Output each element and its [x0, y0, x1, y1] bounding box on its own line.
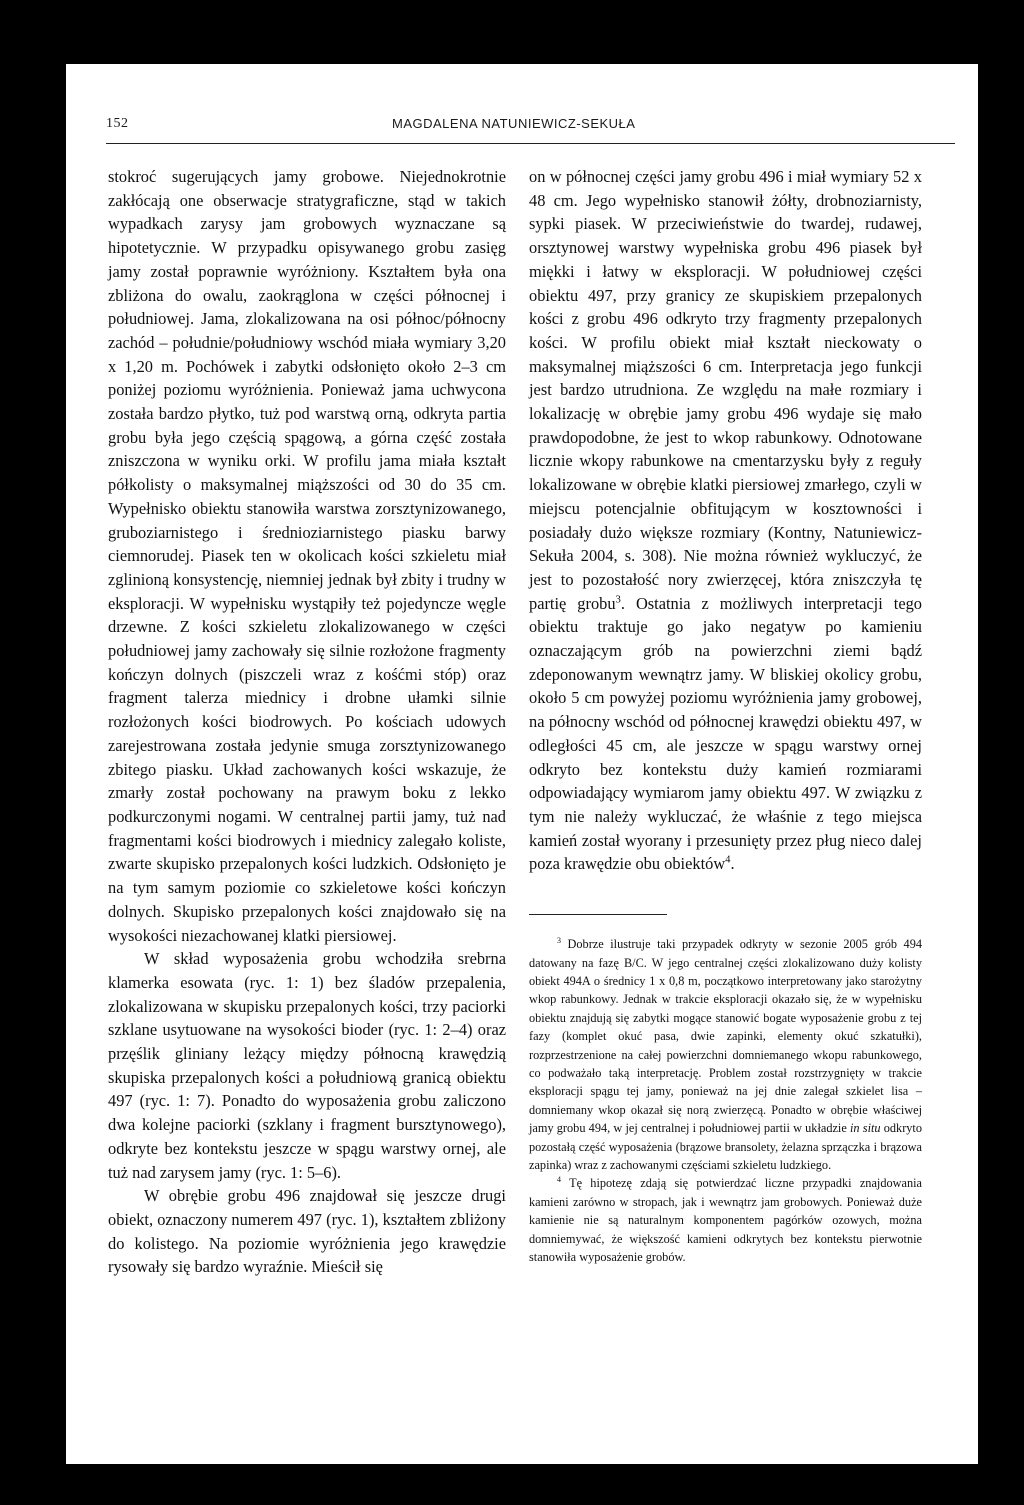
- paragraph-text: . Ostatnia z możliwych interpretacji tego obiektu traktuje go jako negatyw po kamieniu oznaczającym grób na powierzchni ziemi bądź zdeponowanym wewnątrz jamy. W bliskiej okolicy grobu, około 5 cm powyżej poziomu wyróżnienia jamy grobowej, na północny wschód od północnej krawędzi obiektu 497, w odległości 45 cm, ale jeszcze w spągu warstwy ornej odkryto bez kontekstu duży kamień rozmiarami odpowiadający wymiarom jamy obiektu 497. W związku z tym nie należy wykluczać, że właśnie z tego miejsca kamień został wyorany i przesunięty przez pług nieco dalej poza krawędzie obu obiektów: [529, 593, 922, 874]
- book-page: [66, 64, 978, 1464]
- paragraph: [529, 165, 922, 876]
- paragraph: W skład wyposażenia grobu wchodziła srebrna klamerka esowata (ryc. 1: 1) bez śladów przepalenia, zlokalizowana w skupisku przepalonych kości, trzy paciorki szklane usytuowane na wysokości bioder (ryc. 1: 2–4) oraz przęślik gliniany leżący między północną krawędzią skupiska przepalonych kości a południową granicą obiektu 497 (ryc. 1: 7). Ponadto do wyposażenia grobu zaliczono dwa kolejne paciorki (szklany i fragment bursztynowego), odkryte bez kontekstu jeszcze w spągu warstwy ornej, ale tuż nad zarysem jamy (ryc. 1: 5–6).: [108, 949, 506, 1182]
- footnote-3: [529, 935, 922, 1174]
- footnote-rule: [529, 914, 667, 915]
- footnote-4: [529, 1174, 922, 1266]
- paragraph: W obrębie grobu 496 znajdował się jeszcze drugi obiekt, oznaczony numerem 497 (ryc. 1), kształtem zbliżony do kolistego. Na poziomie wyróżnienia jego krawędzie rysowały się bardzo wyraźnie. Mieścił się: [108, 1186, 506, 1277]
- running-header: [106, 116, 954, 138]
- footnote-mark: 3: [557, 936, 561, 945]
- footnote-ref-3[interactable]: 3: [615, 594, 621, 606]
- paragraph-text: on w północnej części jamy grobu 496 i miał wymiary 52 x 48 cm. Jego wypełnisko stanowił żółty, drobnoziarnisty, sypki piasek. W przeciwieństwie do twardej, rudawej, orsztynowej warstwy wypełniska grobu 496 piasek był miękki i łatwy w eksploracji. W południowej części obiektu 497, przy granicy ze skupiskiem przepalonych kości z grobu 496 odkryto trzy fragmenty przepalonych kości. W profilu obiekt miał kształt nieckowaty o maksymalnej miąższości 6 cm. Interpretacja jego funkcji jest bardzo utrudniona. Ze względu na małe rozmiary i lokalizację w obrębie jamy grobu 496 wydaje się mało prawdopodobne, że jest to wkop rabunkowy. Odnotowane licznie wkopy rabunkowe na cmentarzysku były z reguły lokalizowane w obrębie klatki piersiowej zmarłego, czyli w miejscu potencjalnie obfitującym w kosztowności i posiadały dużo większe rozmiary (Kontny, Natuniewicz-Sekuła 2004, s. 308). Nie można również wykluczyć, że jest to pozostałość nory zwierzęcej, która zniszczyła tę partię grobu: [529, 167, 922, 613]
- footnote-text: Tę hipotezę zdają się potwierdzać liczne przypadki znajdowania kamieni zarówno w stropach, jak i wewnątrz jam grobowych. Ponieważ duże kamienie nie są naturalnym komponentem pagórków ozowych, można domniemywać, że większość kamieni odkrytych bez kontekstu pierwotnie stanowiła wyposażenie grobów.: [529, 1176, 922, 1264]
- footnote-italic: in situ: [850, 1121, 881, 1136]
- header-rule: [106, 143, 955, 144]
- running-title: MAGDALENA NATUNIEWICZ-SEKUŁA: [392, 116, 636, 131]
- footnote-ref-4[interactable]: 4: [725, 854, 731, 866]
- page-number: 152: [106, 116, 129, 131]
- footnote-mark: 4: [557, 1175, 561, 1185]
- paragraph-text: .: [730, 854, 735, 874]
- left-column: [108, 165, 506, 1279]
- footnotes: [529, 935, 922, 1266]
- right-column: [529, 165, 922, 1266]
- paragraph: stokroć sugerujących jamy grobowe. Niejednokrotnie zakłócają one obserwacje stratygraficzne, stąd w takich wypadkach zarysy jam grobowych wyznaczane są hipotetycznie. W przypadku opisywanego grobu zasięg jamy został poprawnie wyróżniony. Kształtem była ona zbliżona do owalu, zaokrąglona w części północnej i południowej. Jama, zlokalizowana na osi północ/północny zachód – południe/południowy wschód miała wymiary 3,20 x 1,20 m. Pochówek i zabytki odsłonięto około 2–3 cm poniżej poziomu wyróżnienia. Ponieważ jama uchwycona została bardzo płytko, tuż pod warstwą orną, odkryta partia grobu była jego częścią spągową, a górna część została zniszczona w wyniku orki. W profilu jama miała kształt półkolisty o maksymalnej miąższości od 30 do 35 cm. Wypełnisko obiektu stanowiła warstwa zorsztynizowanego, gruboziarnistego i średnioziarnistego piasku barwy ciemnorudej. Piasek ten w okolicach kości szkieletu miał zglinioną konsystencję, niemniej jednak był zbity i trudny w eksploracji. W wypełnisku wystąpiły też pojedyncze węgle drzewne. Z kości szkieletu zlokalizowanego w części południowej jamy zachowały się silnie rozłożone fragmenty kończyn dolnych (piszczeli wraz z kośćmi stóp) oraz fragment talerza miednicy i drobne ułamki silnie rozłożonych kości biodrowych. Po kościach udowych zarejestrowana została jedynie smuga zorsztynizowanego zbitego piasku. Układ zachowanych kości wskazuje, że zmarły został pochowany na prawym boku z lekko podkurczonymi nogami. W centralnej partii jamy, tuż nad fragmentami kości biodrowych i miednicy zalegało koliste, zwarte skupisko przepalonych kości ludzkich. Odsłonięto je na tym samym poziomie co szkieletowe kości kończyn dolnych. Skupisko przepalonych kości znajdowało się na wysokości niezachowanej klatki piersiowej.: [108, 167, 506, 945]
- footnote-text: Dobrze ilustruje taki przypadek odkryty w sezonie 2005 grób 494 datowany na fazę B/C. W jego centralnej części zlokalizowano duży kolisty obiekt 494A o średnicy 1 x 0,8 m, początkowo interpretowany jako starożytny wkop rabunkowy. Jednak w trakcie eksploracji okazało się, że w wypełnisku obiektu znajdują się zabytki mogące stanowić bogate wyposażenie grobu z tej fazy (komplet okuć pasa, dwie zapinki, elementy okuć szkatułki), rozprzestrzenione na całej powierzchni domniemanego wkopu rabunkowego, co podważało taką interpretację. Problem został rozstrzygnięty w trakcie eksploracji spągu tej jamy, ponieważ na jej dnie zalegał szkielet lisa – domniemany wkop okazał się norą zwierzęcą. Ponadto w obrębie właściwej jamy grobu 494, w jej centralnej i południowej partii w układzie: [529, 937, 922, 1136]
- footnote-text: odkryto pozostałą część wyposażenia (brązowe bransolety, żelazna sprzączka i brązowa zapinka) wraz z zachowanymi częściami szkieletu ludzkiego.: [529, 1121, 922, 1172]
